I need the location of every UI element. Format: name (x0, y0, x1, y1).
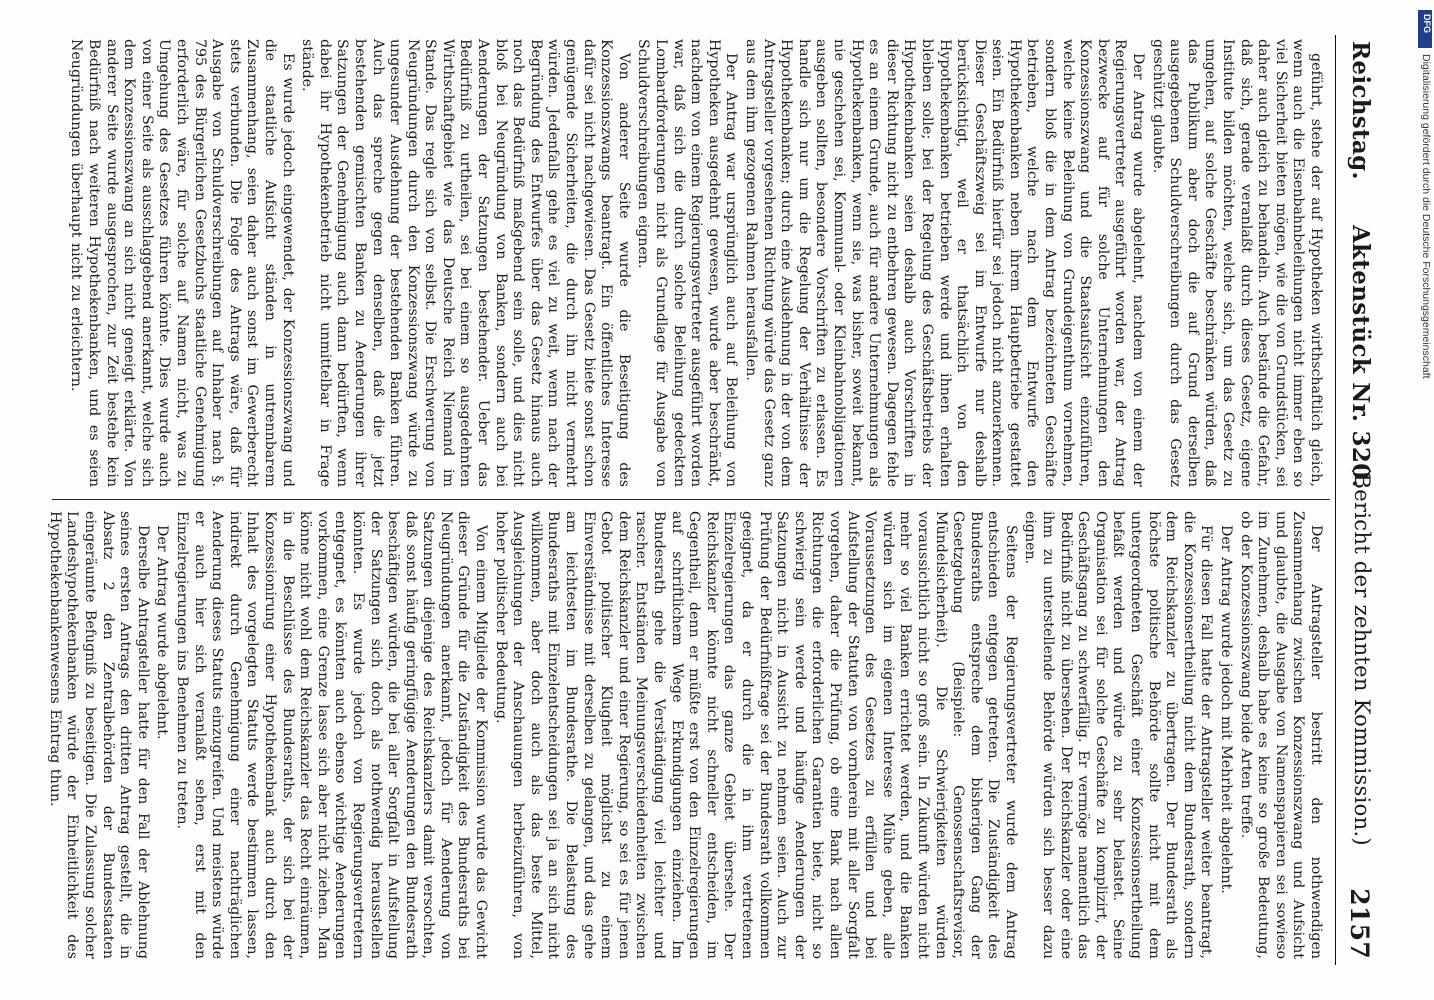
left-column (56, 39, 1324, 487)
credit-text: Digitalisierung gefördert durch die Deutsche Forschungsgemeinschaft (1420, 54, 1432, 379)
header-report-title: (Bericht der zehnten Kommission.) (1350, 465, 1374, 846)
paragraph: Seitens der Regierungsvertreter wurde dem Antrag entschieden entgegen getreten. Die Zuständigkeit des Bundesraths entspreche dem bisherigen Gang der Gesetzgebung (Beispiele: Genossenschaftsrevisor, Mündelsicherheit). Die Schwierigkeiten würden voraussichtlich nicht so groß sein. In Zukunft würden nicht mehr so viel Banken errichtet werden, und die Banken würden sich im eigenen Interesse Mühe geben, alle Voraussetzungen des Gesetzes zu erfüllen und bei Aufstellung der Statuten von vornherein mit aller Sorgfalt vorgehen, daher die Prüfung, ob eine Bank nach allen Richtungen die erforderlichen Garantien biete, nicht so schwierig sein werde und häufige Aenderungen der Satzungen nicht in Aussicht zu nehmen seien. Auch zur Prüfung der Bedürfnißfrage sei der Bundesrath vollkommen geeignet, da er durch die in ihm vertretenen Einzelregierungen das ganze Gebiet übersehe. Der Reichskanzler könnte nicht schneller entscheiden, im Gegentheil, denn er müßte erst von den Einzelregierungen auf schriftlichem Wege Erkundigungen einziehen. Im Bundesrath gehe die Verständigung viel leichter und rascher. Entständen Meinungsverschiedenheiten zwischen dem Reichskanzler und einer Regierung, so sei es für jenen Gebot politischer Klugheit möglichst zu einem Einverständnisse mit derselben zu gelangen, und das gehe am leichtesten im Bundesrathe. Die Belastung des Bundesraths mit Einzelentscheidungen sei ja an sich nicht willkommen, aber doch auch als das beste Mittel, Ausgleichungen der Anschauungen herbeizuführen, von hoher politischer Bedeutung. (492, 511, 1019, 959)
header-left: Reichstag. (1347, 41, 1374, 180)
paragraph: Der Antrag war ursprünglich auch auf Beleihung von Hypotheken ausgedehnt gewesen, wurde aber beschränkt, nachdem von einem Regierungsvertreter ausgeführt worden war, daß sich die durch solche Beleihung gedeckten Lombardforderungen nicht als Grundlage für Ausgabe von Schuldverschreibungen eignen. (635, 39, 740, 487)
right-column (46, 511, 1324, 959)
paragraph: Für diesen Fall hatte der Antragsteller weiter beantragt, die Konzessionsertheilung nicht dem Bundesrath, sondern dem Reichskanzler zu übertragen. Der Bundesrath als höchste politische Behörde sollte nicht mit dem untergeordneten Geschäft einer Konzessionsertheilung befaßt werden und würde zu sehr belastet. Seine Organisation sei für solche Geschäfte zu komplizirt, der Geschäftsgang zu schwerfällig. Er vermöge namentlich das Bedürfniß nicht zu übersehen. Der Reichskanzler oder eine ihm zu unterstellende Behörde würden sich besser dazu eignen. (1022, 511, 1215, 959)
column-divider (52, 499, 1330, 500)
dfg-logo: DFG (1418, 10, 1432, 48)
header-document-number: Aktenstück Nr. 320. (1347, 225, 1374, 488)
digitization-credit (1418, 10, 1432, 610)
page-number: 2157 (1345, 888, 1374, 959)
paragraph: Von einem Mitgliede der Kommission wurde das Gewicht dieser Gründe für die Zuständigkeit des Bundesraths bei Neugründungen anerkannt, jedoch für Aenderung von Satzungen diejenige des Reichskanzlers damit versochten, daß sonst häufig geringfügige Aenderungen den Bundesrath beschäftigen würden, die bei aller Sorgfalt in Aufstellung der Satzungen sich doch als nothwendig herausstellen könnten. Es wurde jedoch von Regierungsvertretern entgegnet, es könnten auch ebenso wichtige Aenderungen vorkommen, eine Grenze lasse sich aber nicht ziehen. Man könne nicht wohl dem Reichskanzler das Recht einräumen, in die Beschlüsse des Bundesraths, der sich bei der Konzessionirung einer Hypothekenbank auch durch den Inhalt des vorgelegten Statuts werde bestimmen lassen, indirekt durch Genehmigung einer nachträglichen Aenderung dieses Statuts einzugreifen. Und meistens würde er auch hier sich veranlaßt sehen, erst mit den Einzelregierungen ins Benehmen zu treten. (174, 511, 490, 959)
rotated-page-content (46, 35, 1382, 965)
paragraph: Es wurde jedoch eingewendet, der Konzessionszwang und die staatliche Aufsicht ständen in untrennbarem Zusammenhang, seien daher auch sonst im Gewerberecht stets verbunden. Die Folge des Antrags wäre, daß für Ausgabe von Schuldverschreibungen auf Inhaber nach §. 795 des Bürgerlichen Gesetzbuchs staatliche Genehmigung erforderlich wäre, für solche auf Namen nicht, was zu Umgehung des Gesetzes führen könnte. Dies wurde auch von einer Seite als ausschlaggebend anerkannt, welche sich dem Konzessionszwang an sich nicht geneigt erklärte. Von anderer Seite wurde ausgesprochen, zur Zeit bestehe kein Bedürfniß nach weiteren Hypothekenbanken, und es seien Neugründungen überhaupt nicht zu erleichtern. (68, 39, 296, 487)
paragraph: Der Antrag wurde jedoch mit Mehrheit abgelehnt. (1218, 525, 1235, 894)
running-header (1335, 35, 1382, 965)
paragraph: geführt, stehe der auf Hypotheken wirthschaftlich gleich, wenn auch die Eisenbahnbeleihungen nicht immer eben so viel Sicherheit bieten mögen, wie die von Grundstücken, sei daher auch gleich zu behandeln. Auch bestände die Gefahr, daß sich, gerade veranlaßt durch dieses Gesetz, eigene Institute bilden möchten, welche sich, um das Gesetz zu umgehen, auf solche Geschäfte beschränken würden, daß das Publikum aber doch die auf Grund derselben ausgegebenen Schuldverschreibungen durch das Gesetz geschützt glaubte. (1149, 39, 1324, 487)
paragraph: Der Antrag wurde abgelehnt, nachdem von einem der Regierungsvertreter ausgeführt worden war, der Antrag bezwecke auf für solche Unternehmungen den Konzessionszwang und die Staatsaufsicht einzuführen, welche keine Beleihung von Grundeigenthum vornehmen, sondern bloß die in dem Antrag bezeichneten Geschäfte betrieben, welche nach dem Entwurfe den Hypothekenbanken neben ihrem Hauptbetriebe gestattet seien. Ein Bedürfniß hierfür sei jedoch nicht anzuerkennen. Dieser Geschäftszweig sei im Entwurfe nur deshalb berücksichtigt, weil er thatsächlich von den Hypothekenbanken betrieben werde und ihnen erhalten bleiben solle; bei der Regelung des Geschäftsbetriebs der Hypothekenbanken seien deshalb auch Vorschriften in dieser Richtung nicht zu entbehren gewesen. Dagegen fehle es an einem Grunde, auch für andere Unternehmungen als Hypothekenbanken, wenn sie, was bisher, soweit bekannt, nie geschehen sei, Kommunal- oder Kleinbahnobligationen ausgeben sollten, besondere Vorschriften zu erlassen. Es handle sich nur um die Regelung der Verhältnisse der Hypothekenbanken; durch eine Ausdehnung in der von dem Antragsteller vorgesehenen Richtung würde das Gesetz ganz aus dem ihm gezogenen Rahmen herausfallen. (743, 39, 1147, 487)
paragraph: Derselbe Antragsteller hatte für den Fall der Ablehnung seines ersten Antrags den dritten Antrag gestellt, die in Absatz 2 den Zentralbehörden der Bundesstaaten eingeräumte Befugniß zu beseitigen. Die Zulassung solcher Landeshypothekenbanken würde der Einheitlichkeit des Hypothekenbankenwesens Eintrag thun. (46, 511, 151, 959)
paragraph: Der Antrag wurde abgelehnt. (154, 525, 171, 740)
paragraph: Von anderer Seite wurde die Beseitigung des Konzessionszwangs beantragt. Ein öffentliches Interesse dafür sei nicht nachgewiesen. Das Gesetz biete sonst schon genügende Sicherheiten, die durch ihn nicht vermehrt würden. Jedenfalls gehe es viel zu weit, wenn nach der Begründung des Entwurfes über das Gesetz hinaus auch noch das Bedürfniß maßgebend sein solle, und dies nicht bloß bei Neugründung von Banken, sondern auch bei Aenderungen der Satzungen bestehender. Ueber das Bedürfniß zu urtheilen, sei bei einem so ausgedehnten Wirthschaftgebiet wie das Deutsche Reich Niemand im Stande. Das regle sich von selbst. Die Erschwerung von Neugründungen durch den Konzessionszwang würde zu ungesunder Ausdehnung der bestehenden Banken führen. Auch das spreche gegen denselben, daß die jetzt bestehenden gemischten Banken zu Aenderungen ihrer Satzungen der Genehmigung auch dann bedürften, wenn dabei ihr Hypothekenbetrieb nicht unmittelbar in Frage stände. (299, 39, 632, 487)
paragraph: Der Antragsteller bestritt den nothwendigen Zusammenhang zwischen Konzessionszwang und Aufsicht und glaubte, die Ausgabe von Namenspapieren sei sowieso im Zunehmen, deshalb habe es keine so große Bedeutung, ob der Konzessionszwang beide Arten treffe. (1237, 511, 1324, 959)
